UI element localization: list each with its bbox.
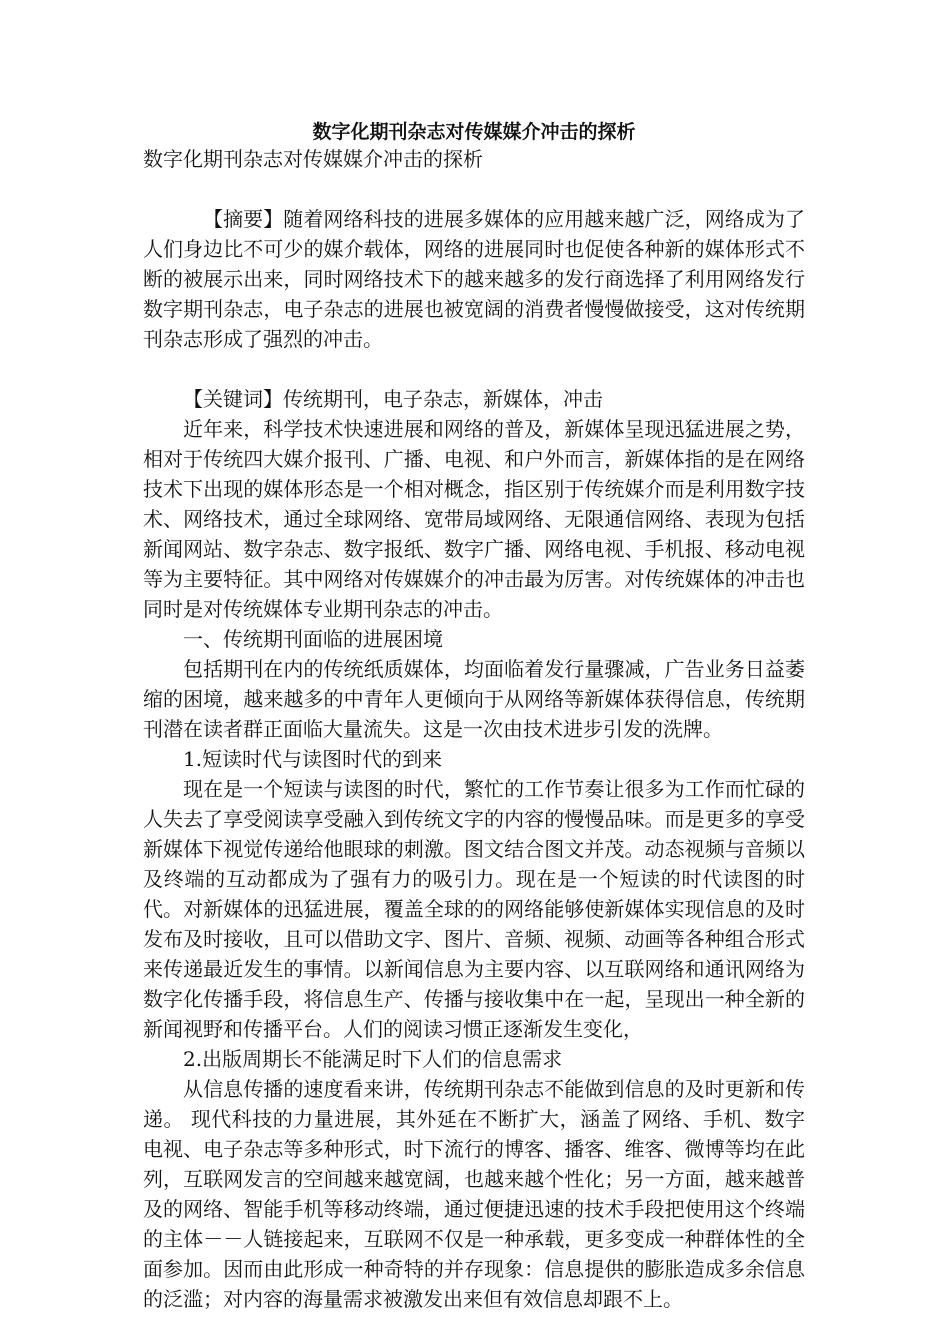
subsection-heading: 1.短读时代与读图时代的到来 [183,747,443,771]
keywords-paragraph: 【关键词】传统期刊，电子杂志，新媒体，冲击 [183,387,603,411]
section-paragraph: 包括期刊在内的传统纸质媒体，均面临着发行量骤减，广告业务日益萎缩的困境，越来越多的中青年人更倾向于从网络等新媒体获得信息，传统期刊潜在读者群正面临大量流失。这是一次由技术进步引发的洗牌。 [143,657,805,741]
subsection-paragraph: 从信息传播的速度看来讲，传统期刊杂志不能做到信息的及时更新和传递。 现代科技的力量进展，其外延在不断扩大，涵盖了网络、手机、数字电视、电子杂志等多种形式，时下流行的博客、播客、维客、微博等均在此列，互联网发言的空间越来越宽阔，也越来越个性化；另一方面，越来越普及的网络、智能手机等移动终端，通过便捷迅速的技术手段把使用这个终端的主体－－人链接起来，互联网不仅是一种承载，更多变成一种群体性的全面参加。因而由此形成一种奇特的并存现象：信息提供的膨胀造成多余信息的泛滥；对内容的海量需求被激发出来但有效信息却跟不上。 [143,1077,805,1311]
subsection-paragraph: 现在是一个短读与读图的时代，繁忙的工作节奏让很多为工作而忙碌的人失去了享受阅读享受融入到传统文字的内容的慢慢品味。而是更多的享受新媒体下视觉传递给他眼球的刺激。图文结合图文并茂。动态视频与音频以及终端的互动都成为了强有力的吸引力。现在是一个短读的时代读图的时代。对新媒体的迅猛进展，覆盖全球的的网络能够使新媒体实现信息的及时发布及时接收，且可以借助文字、图片、音频、视频、动画等各种组合形式来传递最近发生的事情。以新闻信息为主要内容、以互联网络和通讯网络为数字化传播手段，将信息生产、传播与接收集中在一起，呈现出一种全新的新闻视野和传播平台。人们的阅读习惯正逐渐发生变化， [143,777,805,1041]
abstract-paragraph: 【摘要】随着网络科技的进展多媒体的应用越来越广泛，网络成为了人们身边比不可少的媒介载体，网络的进展同时也促使各种新的媒体形式不断的被展示出来，同时网络技术下的越来越多的发行商选择了利用网络发行数字期刊杂志，电子杂志的进展也被宽阔的消费者慢慢做接受，这对传统期刊杂志形成了强烈的冲击。 [143,207,805,351]
document-page [143,120,805,1314]
intro-paragraph: 近年来，科学技术快速进展和网络的普及，新媒体呈现迅猛进展之势，相对于传统四大媒介报刊、广播、电视、和户外而言，新媒体指的是在网络技术下出现的媒体形态是一个相对概念，指区别于传统媒介而是利用数字技术、网络技术，通过全球网络、宽带局域网络、无限通信网络、表现为包括新闻网站、数字杂志、数字报纸、数字广播、网络电视、手机报、移动电视等为主要特征。其中网络对传媒媒介的冲击最为厉害。对传统媒体的冲击也同时是对传统媒体专业期刊杂志的冲击。 [143,417,805,621]
spacer [143,354,805,384]
document-title: 数字化期刊杂志对传媒媒介冲击的探析 [312,121,636,143]
subsection-heading: 2.出版周期长不能满足时下人们的信息需求 [183,1047,563,1071]
section-heading: 一、传统期刊面临的进展困境 [183,627,443,651]
spacer [143,174,805,204]
document-subtitle: 数字化期刊杂志对传媒媒介冲击的探析 [143,147,483,171]
